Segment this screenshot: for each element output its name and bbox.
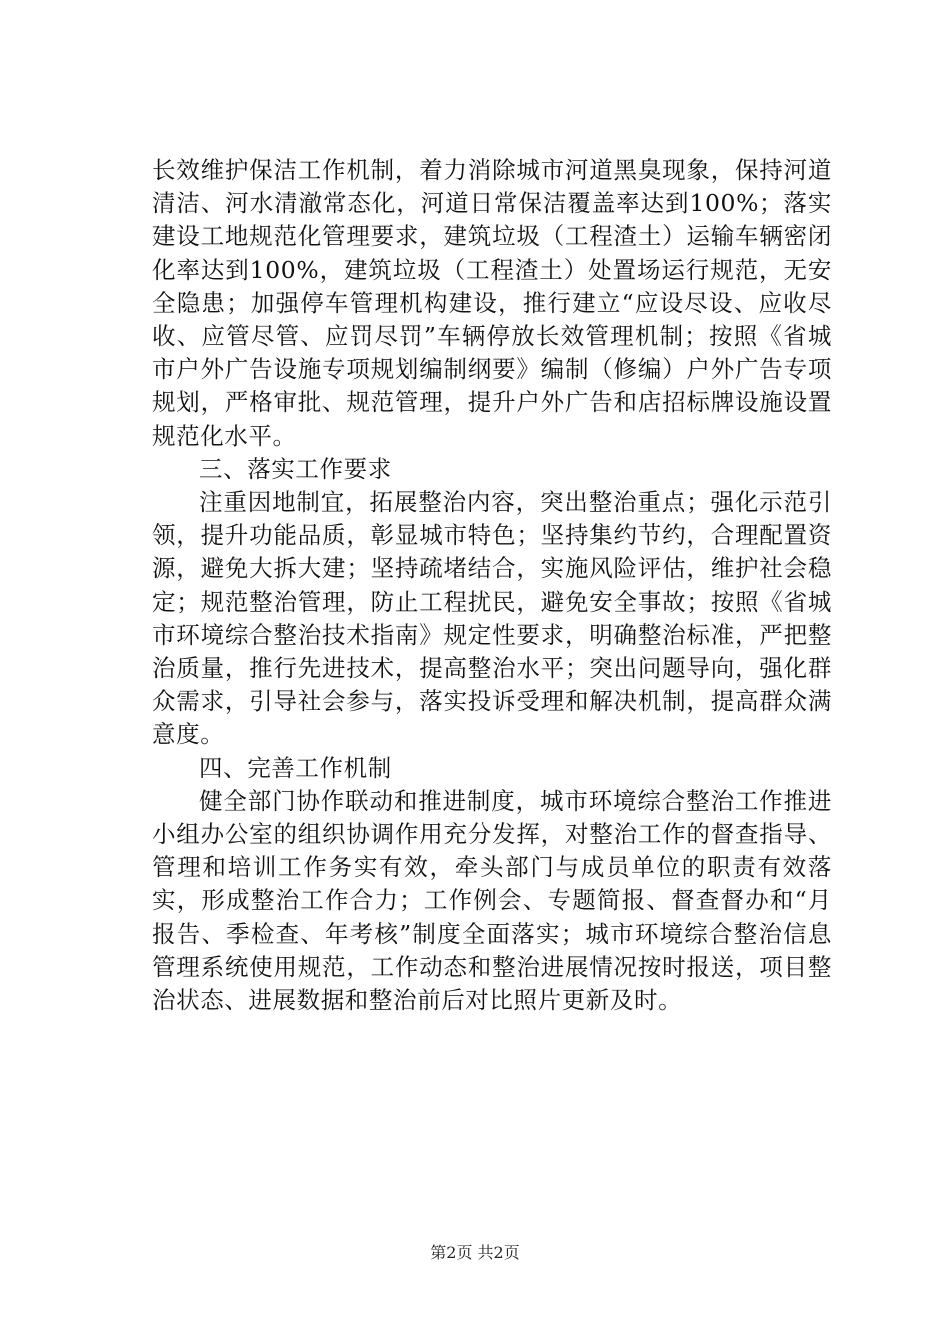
document-body (152, 154, 832, 1017)
page-number-label: 第2页 共2页 (430, 1243, 520, 1262)
paragraph-work-mechanism: 健全部门协作联动和推进制度，城市环境综合整治工作推进小组办公室的组织协调作用充分发挥，对整治工作的督查指导、管理和培训工作务实有效，牵头部门与成员单位的职责有效落实，形成整治工作合力；工作例会、专题简报、督查督办和“月报告、季检查、年考核”制度全面落实；城市环境综合整治信息管理系统使用规范，工作动态和整治进展情况按时报送，项目整治状态、进展数据和整治前后对比照片更新及时。 (152, 786, 832, 1015)
paragraph-continuation: 长效维护保洁工作机制，着力消除城市河道黑臭现象，保持河道清洁、河水清澈常态化，河道日常保洁覆盖率达到100%；落实建设工地规范化管理要求，建筑垃圾（工程渣土）运输车辆密闭化率达到100%，建筑垃圾（工程渣土）处置场运行规范，无安全隐患；加强停车管理机构建设，推行建立“应设尽设、应收尽收、应管尽管、应罚尽罚”车辆停放长效管理机制；按照《省城市户外广告设施专项规划编制纲要》编制（修编）户外广告专项规划，严格审批、规范管理，提升户外广告和店招标牌设施设置规范化水平。 (152, 156, 832, 450)
section-heading-3: 三、落实工作要求 (199, 454, 392, 483)
section-heading-4: 四、完善工作机制 (199, 753, 392, 782)
paragraph-work-requirements: 注重因地制宜，拓展整治内容，突出整治重点；强化示范引领，提升功能品质，彰显城市特色；坚持集约节约，合理配置资源，避免大拆大建；坚持疏堵结合，实施风险评估，维护社会稳定；规范整治管理，防止工程扰民，避免安全事故；按照《省城市环境综合整治技术指南》规定性要求，明确整治标准，严把整治质量，推行先进技术，提高整治水平；突出问题导向，强化群众需求，引导社会参与，落实投诉受理和解决机制，提高群众满意度。 (152, 488, 832, 749)
page-footer (0, 1242, 950, 1264)
